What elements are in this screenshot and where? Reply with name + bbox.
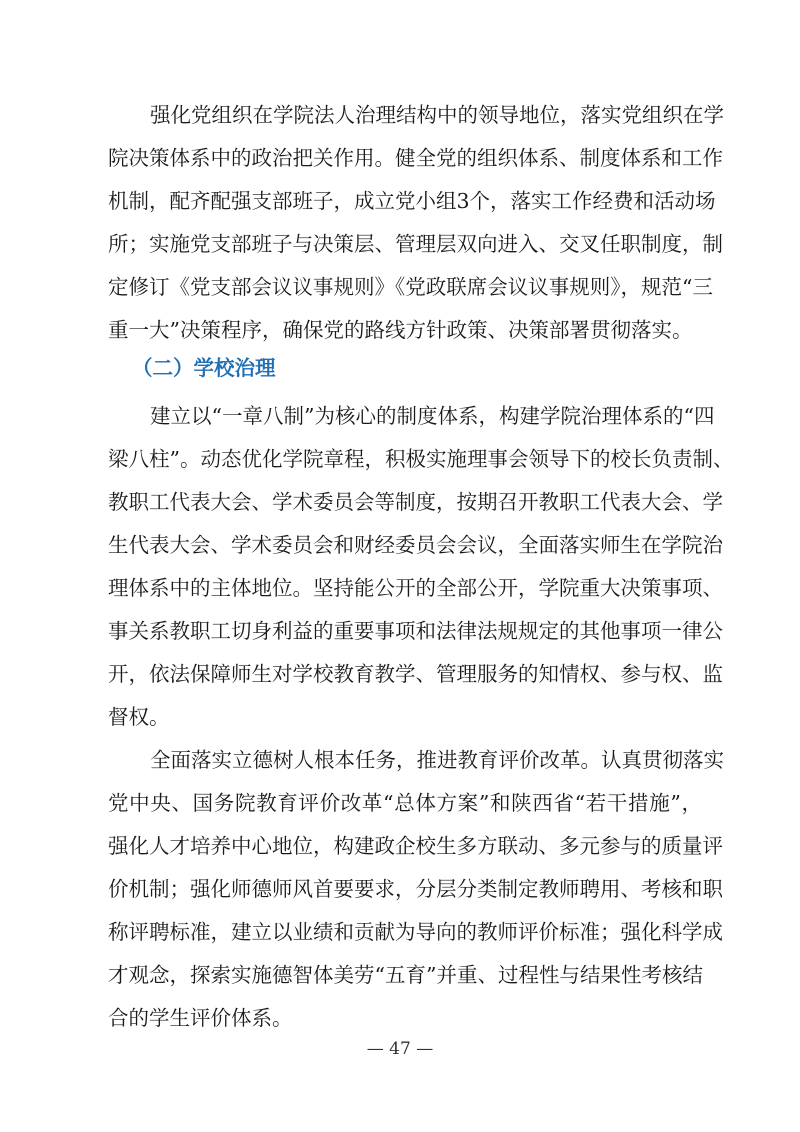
paragraph-line: 开，依法保障师生对学校教育教学、管理服务的知情权、参与权、监 — [108, 662, 723, 686]
paragraph-line: 督权。 — [108, 705, 170, 729]
paragraph-line: 事关系教职工切身利益的重要事项和法律法规规定的其他事项一律公 — [108, 619, 723, 643]
section-heading: （二）学校治理 — [132, 356, 276, 380]
paragraph-line: 强化人才培养中心地位，构建政企校生多方联动、多元参与的质量评 — [108, 834, 723, 858]
paragraph-line: 所；实施党支部班子与决策层、管理层双向进入、交叉任职制度，制 — [108, 232, 723, 256]
paragraph-line: 重一大”决策程序，确保党的路线方针政策、决策部署贯彻落实。 — [108, 318, 693, 342]
paragraph-line: 合的学生评价体系。 — [108, 1006, 293, 1030]
paragraph-line: 生代表大会、学术委员会和财经委员会会议，全面落实师生在学院治 — [108, 533, 723, 557]
paragraph-line: 院决策体系中的政治把关作用。健全党的组织体系、制度体系和工作 — [108, 146, 723, 170]
paragraph-line: 党中央、国务院教育评价改革“总体方案”和陕西省“若干措施”， — [108, 791, 702, 815]
paragraph-line: 强化党组织在学院法人治理结构中的领导地位，落实党组织在学 — [150, 103, 724, 127]
paragraph-line: 理体系中的主体地位。坚持能公开的全部公开，学院重大决策事项、 — [108, 576, 723, 600]
paragraph-line: 全面落实立德树人根本任务，推进教育评价改革。认真贯彻落实 — [150, 748, 724, 772]
paragraph-line: 教职工代表大会、学术委员会等制度，按期召开教职工代表大会、学 — [108, 490, 723, 514]
paragraph-line: 建立以“一章八制”为核心的制度体系，构建学院治理体系的“四 — [150, 404, 715, 428]
paragraph-line: 才观念，探索实施德智体美劳“五育”并重、过程性与结果性考核结 — [108, 963, 703, 987]
paragraph-line: 称评聘标准，建立以业绩和贡献为导向的教师评价标准；强化科学成 — [108, 920, 723, 944]
paragraph-line: 机制，配齐配强支部班子，成立党小组3个，落实工作经费和活动场 — [108, 189, 716, 213]
paragraph-line: 梁八柱”。动态优化学院章程，积极实施理事会领导下的校长负责制、 — [108, 447, 734, 471]
paragraph-line: 价机制；强化师德师风首要要求，分层分类制定教师聘用、考核和职 — [108, 877, 723, 901]
page-number: — 47 — — [366, 1039, 434, 1059]
paragraph-line: 定修订《党支部会议议事规则》《党政联席会议议事规则》，规范“三 — [108, 275, 713, 299]
